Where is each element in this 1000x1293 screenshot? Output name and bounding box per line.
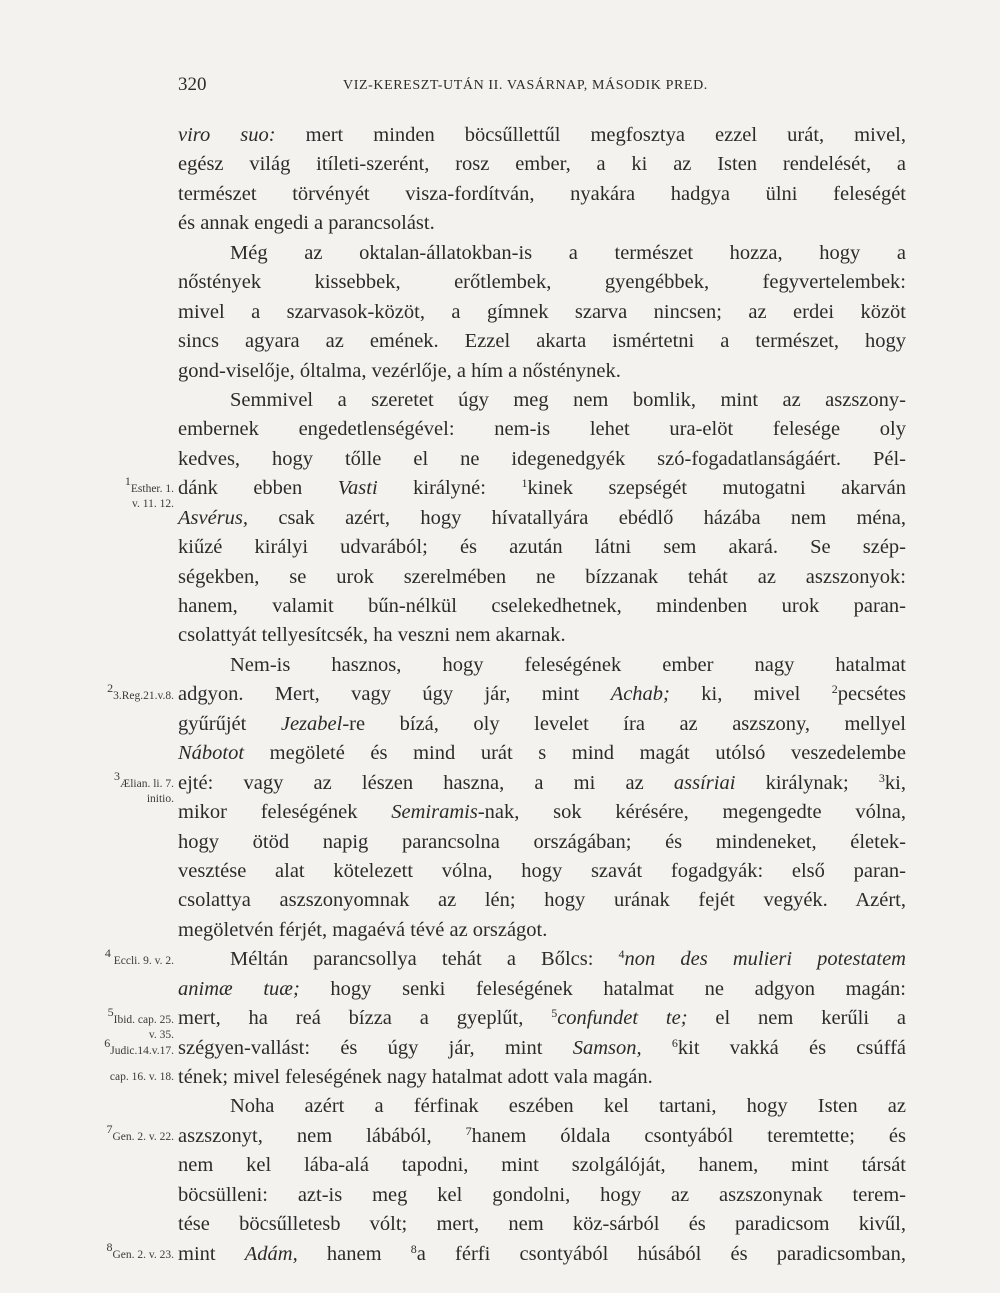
running-title: VIZ-KERESZT-UTÁN II. VASÁRNAP, MÁSODIK PRED. bbox=[343, 78, 708, 93]
text-line: mert, ha reá bízza a gyeplűt, $^5$confundet te; el nem kerűli a bbox=[178, 1006, 906, 1030]
text-line: aszszonyt, nem lábából, $^7$hanem óldala csontyából teremtette; és bbox=[178, 1123, 906, 1147]
text-line: kiűzé királyi udvarából; és azután látni sem akará. Se szép- bbox=[178, 536, 906, 559]
margin-note: $^2$3.Reg.21.v.8. bbox=[107, 680, 174, 702]
text-line: tése böcsűlletesb vólt; mert, nem köz-sárból és paradicsom kivűl, bbox=[178, 1213, 906, 1236]
text-line: szégyen-vallást: és úgy jár, mint Samson, $^6$kit vakká és csúffá bbox=[178, 1035, 907, 1059]
text-line: mint Adám, hanem $^8$a férfi csontyából húsából és paradicsomban, bbox=[178, 1241, 906, 1265]
text-line: és annak engedi a parancsolást. bbox=[178, 212, 435, 235]
text-line: nem kel lába-alá tapodni, mint szolgálóját, hanem, mint társát bbox=[178, 1154, 906, 1177]
text-line: egész világ itíleti-szerént, rosz ember, a ki az Isten rendelését, a bbox=[178, 153, 906, 176]
margin-note: $^4$ Eccli. 9. v. 2. bbox=[104, 945, 174, 967]
margin-note: $^1$Esther. 1. v. 11. 12. bbox=[124, 474, 174, 511]
page-header bbox=[178, 74, 908, 100]
text-line: Asvérus, csak azért, hogy hívatallyára ebédlő házába nem ména, bbox=[178, 506, 906, 529]
text-line: kedves, hogy tőlle el ne idegenedgyék szó-fogadatlanságáért. Pél- bbox=[178, 447, 906, 470]
text-line: Még az oktalan-állatokban-is a természet hozza, hogy a bbox=[230, 241, 906, 264]
text-line: adgyon. Mert, vagy úgy jár, mint Achab; ki, mivel $^2$pecsétes bbox=[178, 682, 907, 706]
text-line: vesztése alat kötelezett vólna, hogy szavát fogadgyák: első paran- bbox=[178, 859, 906, 882]
text-line: sincs agyara az emének. Ezzel akarta ismértetni a természet, hogy bbox=[178, 330, 906, 353]
text-line: Nábotot megöleté és mind urát s mind magát utólsó veszedelembe bbox=[178, 742, 906, 765]
text-line: természet törvényét visza-fordítván, nyakára hadgya ülni feleségét bbox=[178, 182, 906, 205]
margin-note: $^7$Gen. 2. v. 22. bbox=[106, 1122, 174, 1144]
text-line: Noha azért a férfinak eszében kel tartani, hogy Isten az bbox=[230, 1095, 906, 1118]
text-line: Méltán parancsollya tehát a Bőlcs: $^4$non des mulieri potestatem bbox=[230, 947, 906, 971]
text-line: dánk ebben Vasti királyné: $^1$kinek szepségét mutogatni akarván bbox=[178, 476, 906, 500]
margin-note: $^8$Gen. 2. v. 23. bbox=[106, 1240, 174, 1262]
text-line: mivel a szarvasok-közöt, a gímnek szarva nincsen; az erdei közöt bbox=[178, 300, 906, 323]
text-line: ejté: vagy az lészen haszna, a mi az assíriai királynak; $^3$ki, bbox=[178, 770, 906, 794]
text-line: megöletvén férjét, magaévá tévé az országot. bbox=[178, 918, 548, 941]
text-line: csolattya aszszonyomnak az lén; hogy urának fejét vegyék. Azért, bbox=[178, 889, 906, 912]
text-line: csolattyát tellyesítcsék, ha veszni nem akarnak. bbox=[178, 624, 566, 647]
margin-note: $^5$Ibid. cap. 25. v. 35. $^6$Judic.14.v.17. bbox=[104, 1004, 174, 1057]
text-line: mikor feleségének Semiramis-nak, sok kérésére, megengedte vólna, bbox=[178, 801, 907, 824]
text-line: animæ tuæ; hogy senki feleségének hatalmat ne adgyon magán: bbox=[178, 977, 906, 1000]
margin-note: cap. 16. v. 18. bbox=[109, 1071, 174, 1084]
text-line: nőstények kissebbek, erőtlembek, gyengébbek, fegyvertelembek: bbox=[178, 271, 906, 294]
text-line: hanem, valamit bűn-nélkül cselekedhetnek, mindenben urok paran- bbox=[178, 595, 906, 617]
text-line: embernek engedetlenségével: nem-is lehet ura-elöt felesége oly bbox=[178, 418, 906, 441]
text-line: gyűrűjét Jezabel-re bízá, oly levelet íra az aszszony, mellyel bbox=[178, 712, 906, 735]
text-line: hogy ötöd napig parancsolna országában; és mindeneket, életek- bbox=[178, 830, 906, 853]
text-line: viro suo: mert minden böcsűllettűl megfosztya ezzel urát, mivel, bbox=[178, 124, 906, 146]
text-line: Semmivel a szeretet úgy meg nem bomlik, mint az aszszony- bbox=[230, 388, 906, 411]
text-line: ségekben, se urok szerelmében ne bízzanak tehát az aszszonyok: bbox=[178, 565, 906, 588]
text-line: tének; mivel feleségének nagy hatalmat adott vala magán. bbox=[178, 1066, 653, 1088]
body-text bbox=[178, 121, 906, 1269]
text-line: böcsülleni: azt-is meg kel gondolni, hogy az aszszonynak terem- bbox=[178, 1183, 906, 1206]
text-line: gond-viselője, óltalma, vezérlője, a hím a nősténynek. bbox=[178, 359, 621, 382]
page-number: 320 bbox=[178, 74, 207, 95]
margin-note: $^3$Ælian. li. 7. initio. bbox=[114, 768, 174, 805]
text-line: Nem-is hasznos, hogy feleségének ember nagy hatalmat bbox=[230, 653, 906, 676]
